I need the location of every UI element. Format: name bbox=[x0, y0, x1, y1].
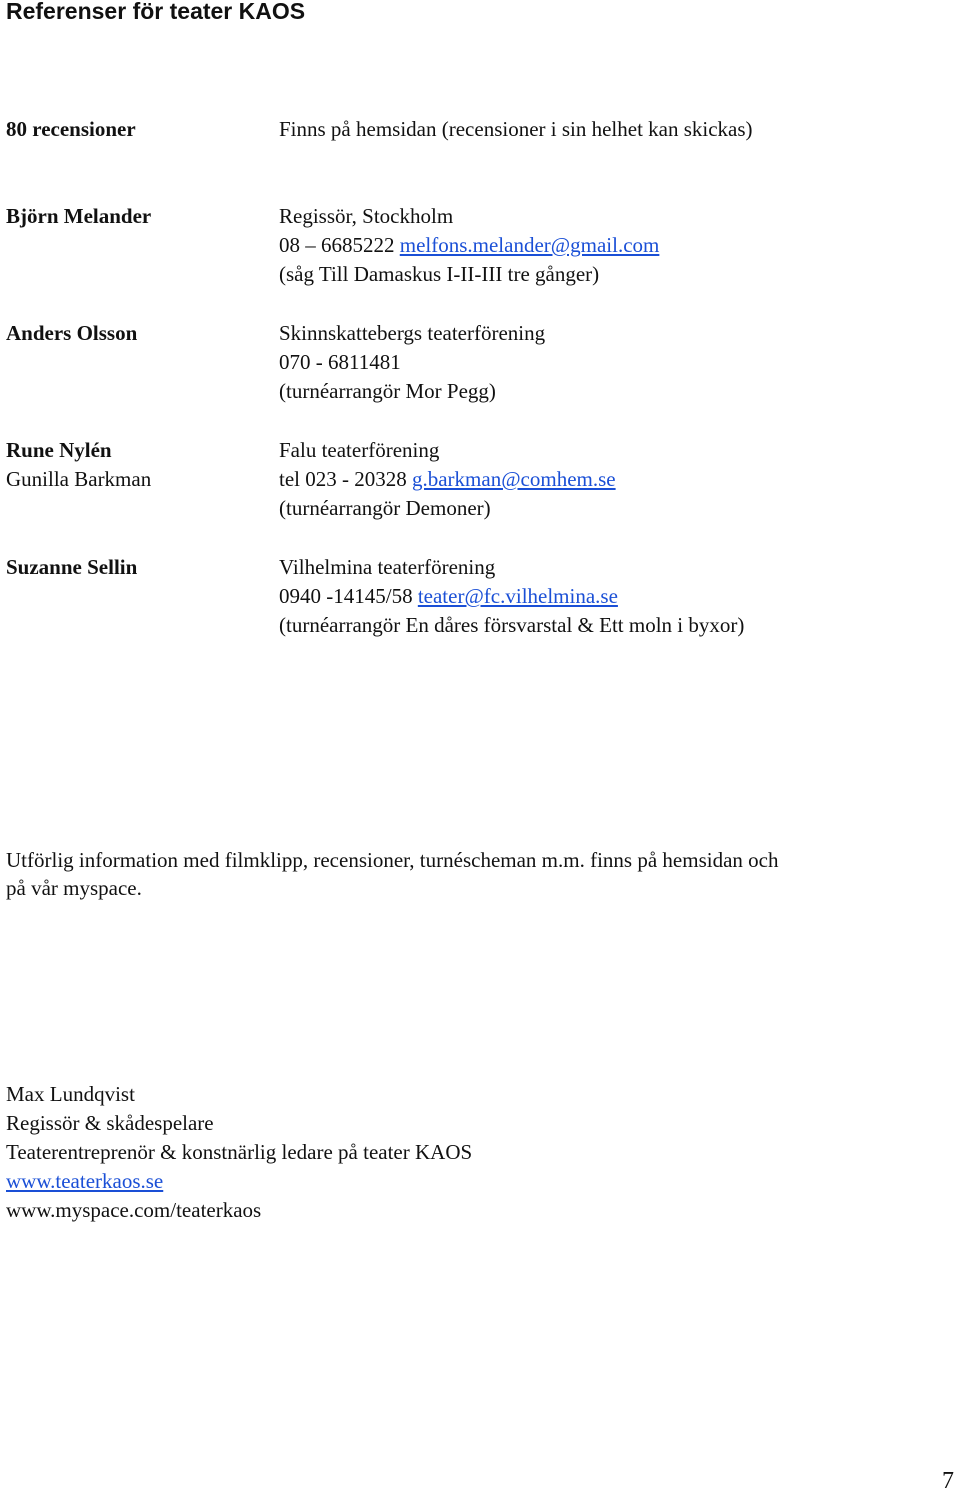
website-link[interactable]: www.teaterkaos.se bbox=[6, 1169, 164, 1193]
reference-name-nylen: Rune Nylén bbox=[6, 438, 112, 462]
reference-phone-line bbox=[279, 231, 659, 260]
page-title: Referenser för teater KAOS bbox=[6, 0, 306, 24]
info-text-line-2: på vår myspace. bbox=[6, 876, 142, 900]
website-line bbox=[6, 1167, 163, 1196]
signature-role-2: Teaterentreprenör & konstnärlig ledare på teater KAOS bbox=[6, 1140, 473, 1164]
reference-organization: Skinnskattebergs teaterförening bbox=[279, 321, 546, 345]
reference-phone-line bbox=[279, 465, 616, 494]
signature-name: Max Lundqvist bbox=[6, 1082, 135, 1106]
reference-note: (turnéarrangör Demoner) bbox=[279, 496, 491, 520]
signature-role: Regissör & skådespelare bbox=[6, 1111, 214, 1135]
email-link-barkman[interactable]: g.barkman@comhem.se bbox=[411, 467, 616, 491]
reference-note: (såg Till Damaskus I-II-III tre gånger) bbox=[279, 262, 600, 286]
email-link-melander[interactable]: melfons.melander@gmail.com bbox=[399, 233, 660, 257]
reference-note: (turnéarrangör En dåres försvarstal & Ett moln i byxor) bbox=[279, 613, 745, 637]
reference-organization: Vilhelmina teaterförening bbox=[279, 555, 496, 579]
reference-name-melander: Björn Melander bbox=[6, 204, 152, 228]
reviews-heading: 80 recensioner bbox=[6, 117, 136, 141]
reference-name-barkman: Gunilla Barkman bbox=[6, 467, 152, 491]
reference-organization: Falu teaterförening bbox=[279, 438, 440, 462]
reference-name-sellin: Suzanne Sellin bbox=[6, 555, 138, 579]
reference-phone-line bbox=[279, 582, 618, 611]
reference-phone: 070 - 6811481 bbox=[279, 350, 401, 374]
reference-phone: 0940 -14145/58 bbox=[279, 584, 418, 608]
info-text-line-1: Utförlig information med filmklipp, recensioner, turnéscheman m.m. finns på hemsidan och bbox=[6, 848, 779, 872]
reference-name-olsson: Anders Olsson bbox=[6, 321, 138, 345]
reference-role: Regissör, Stockholm bbox=[279, 204, 454, 228]
myspace-url: www.myspace.com/teaterkaos bbox=[6, 1198, 262, 1222]
reference-phone: 08 – 6685222 bbox=[279, 233, 400, 257]
reviews-text: Finns på hemsidan (recensioner i sin helhet kan skickas) bbox=[279, 117, 753, 141]
email-link-vilhelmina[interactable]: teater@fc.vilhelmina.se bbox=[417, 584, 618, 608]
page-number: 7 bbox=[942, 1468, 954, 1494]
reference-note: (turnéarrangör Mor Pegg) bbox=[279, 379, 496, 403]
reference-phone: tel 023 - 20328 bbox=[279, 467, 412, 491]
